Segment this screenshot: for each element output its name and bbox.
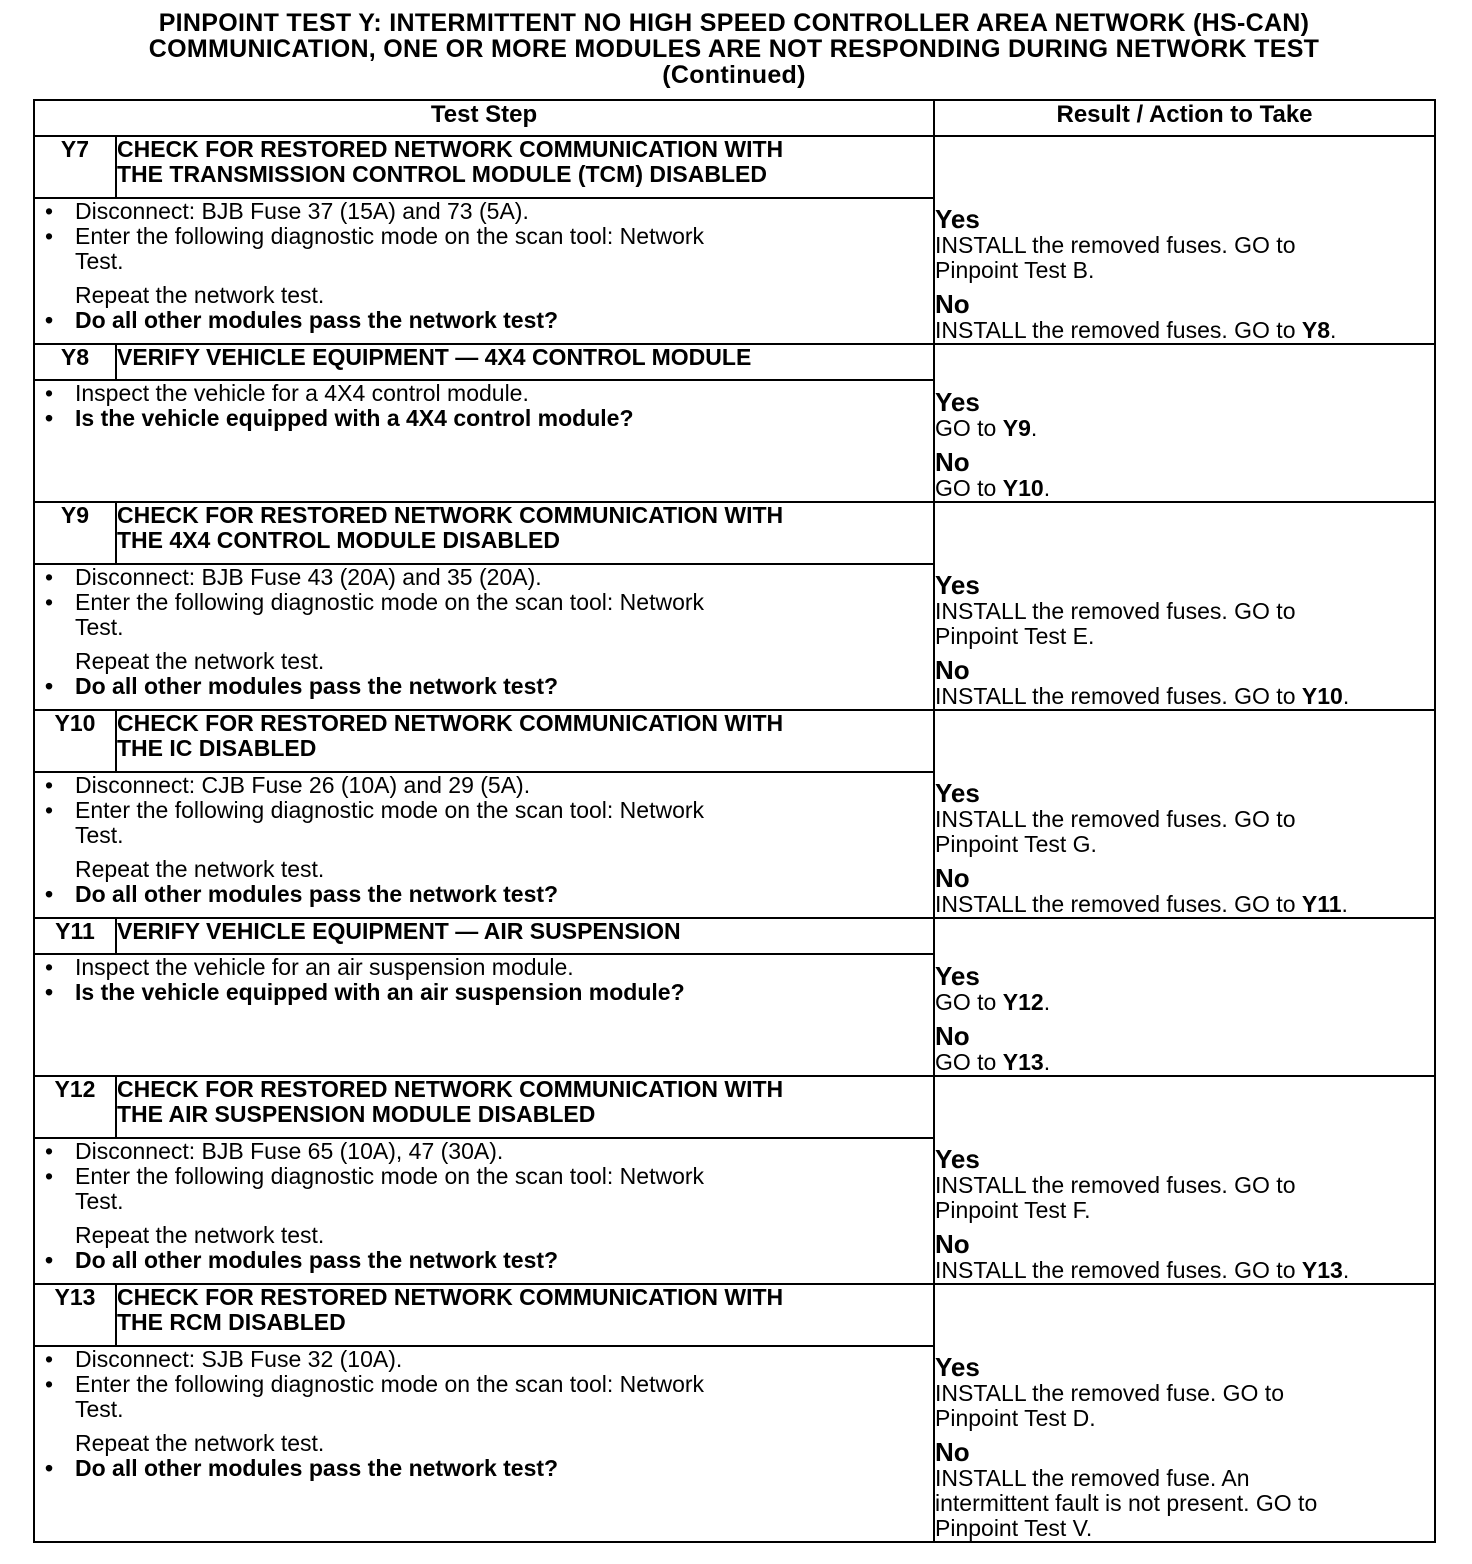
- step-title: [116, 918, 934, 954]
- yes-action: [935, 599, 1434, 649]
- step-id: Y12: [34, 1076, 116, 1138]
- step-id: Y13: [34, 1284, 116, 1346]
- bullet-item: • Inspect the vehicle for an air suspension module.: [35, 955, 933, 980]
- action-line: INSTALL the removed fuses. GO to: [935, 1172, 1296, 1198]
- page-title: [34, 10, 1434, 88]
- step-result: [934, 1076, 1435, 1284]
- no-action: [935, 892, 1434, 917]
- action-tail: .: [1330, 317, 1337, 343]
- step-body: [34, 1346, 934, 1542]
- no-label: No: [935, 863, 970, 893]
- no-action: [935, 1258, 1434, 1283]
- step-question: • Is the vehicle equipped with an air suspension module?: [35, 980, 933, 1005]
- no-label: No: [935, 655, 970, 685]
- bullet-continuation: Test.: [75, 1188, 124, 1214]
- no-action: [935, 1050, 1434, 1075]
- title-line-3: (Continued): [662, 61, 806, 89]
- step-reference: Y8: [1301, 317, 1331, 343]
- step-title-row: [34, 710, 1435, 772]
- step-body: [34, 772, 934, 918]
- action-text: INSTALL the removed fuses. GO to: [935, 317, 1302, 343]
- step-title-row: [34, 344, 1435, 380]
- action-tail: .: [1043, 989, 1051, 1015]
- action-tail: .: [1342, 683, 1350, 709]
- yes-label: Yes: [935, 570, 980, 600]
- bullet-item: • Enter the following diagnostic mode on the scan tool: Network: [35, 1164, 933, 1189]
- yes-label: Yes: [935, 961, 980, 991]
- action-text: GO to: [935, 475, 1003, 501]
- step-question: • Do all other modules pass the network test?: [35, 1456, 933, 1481]
- bullet-item: • Enter the following diagnostic mode on the scan tool: Network: [35, 798, 933, 823]
- bullet-continuation: Test.: [75, 248, 124, 274]
- step-id: Y9: [34, 502, 116, 564]
- step-body: [34, 380, 934, 502]
- step-title-line: THE RCM DISABLED: [117, 1309, 346, 1335]
- repeat-instruction: Repeat the network test.: [75, 648, 325, 674]
- step-result: [934, 502, 1435, 710]
- step-title: [116, 1076, 934, 1138]
- yes-action: [935, 416, 1434, 441]
- step-reference: Y13: [1301, 1257, 1343, 1283]
- yes-action: [935, 1173, 1434, 1223]
- title-line-2: COMMUNICATION, ONE OR MORE MODULES ARE NOT RESPONDING DURING NETWORK TEST: [148, 35, 1320, 63]
- action-text: GO to: [935, 415, 1003, 441]
- step-title-row: [34, 1076, 1435, 1138]
- step-title-line: CHECK FOR RESTORED NETWORK COMMUNICATION WITH: [117, 136, 784, 162]
- action-line: Pinpoint Test G.: [935, 831, 1097, 857]
- step-reference: Y12: [1002, 989, 1044, 1015]
- step-title-row: [34, 918, 1435, 954]
- table-header-row: [34, 100, 1435, 136]
- step-question: • Do all other modules pass the network test?: [35, 882, 933, 907]
- step-body: [34, 198, 934, 344]
- action-tail: .: [1043, 475, 1051, 501]
- action-text: GO to: [935, 989, 1003, 1015]
- bullet-item: • Disconnect: BJB Fuse 43 (20A) and 35 (20A).: [35, 565, 933, 590]
- bullet-continuation: Test.: [75, 614, 124, 640]
- step-result: [934, 344, 1435, 502]
- bullet-item: • Inspect the vehicle for a 4X4 control module.: [35, 381, 933, 406]
- step-id: Y7: [34, 136, 116, 198]
- step-title-row: [34, 502, 1435, 564]
- action-line: Pinpoint Test E.: [935, 623, 1095, 649]
- yes-action: [935, 1381, 1434, 1431]
- step-title-line: CHECK FOR RESTORED NETWORK COMMUNICATION WITH: [117, 710, 784, 736]
- no-label: No: [935, 1229, 970, 1259]
- step-question: • Do all other modules pass the network test?: [35, 308, 933, 333]
- step-result: [934, 1284, 1435, 1542]
- step-reference: Y13: [1002, 1049, 1044, 1075]
- step-title-line: CHECK FOR RESTORED NETWORK COMMUNICATION WITH: [117, 1284, 784, 1310]
- action-text: GO to: [935, 1049, 1003, 1075]
- bullet-item: • Disconnect: CJB Fuse 26 (10A) and 29 (5A).: [35, 773, 933, 798]
- yes-label: Yes: [935, 204, 980, 234]
- bullet-item: • Enter the following diagnostic mode on the scan tool: Network: [35, 590, 933, 615]
- action-line: INSTALL the removed fuse. An: [935, 1465, 1250, 1491]
- action-line: INSTALL the removed fuses. GO to: [935, 232, 1296, 258]
- bullet-continuation: Test.: [75, 822, 124, 848]
- bullet-item: • Disconnect: BJB Fuse 65 (10A), 47 (30A).: [35, 1139, 933, 1164]
- action-line: INSTALL the removed fuse. GO to: [935, 1380, 1284, 1406]
- no-label: No: [935, 447, 970, 477]
- yes-label: Yes: [935, 387, 980, 417]
- header-test-step: Test Step: [34, 100, 934, 136]
- step-question: • Do all other modules pass the network test?: [35, 1248, 933, 1273]
- step-title: [116, 136, 934, 198]
- step-title: [116, 710, 934, 772]
- step-title-row: [34, 136, 1435, 198]
- repeat-instruction: Repeat the network test.: [75, 282, 325, 308]
- step-title-line: CHECK FOR RESTORED NETWORK COMMUNICATION WITH: [117, 1076, 784, 1102]
- step-body: [34, 1138, 934, 1284]
- step-id: Y8: [34, 344, 116, 380]
- action-text: INSTALL the removed fuses. GO to: [935, 1257, 1302, 1283]
- no-action: [935, 1466, 1434, 1541]
- repeat-instruction: Repeat the network test.: [75, 1430, 325, 1456]
- step-result: [934, 710, 1435, 918]
- no-label: No: [935, 1021, 970, 1051]
- step-body: [34, 564, 934, 710]
- step-title: [116, 344, 934, 380]
- repeat-instruction: Repeat the network test.: [75, 1222, 325, 1248]
- title-line-1: PINPOINT TEST Y: INTERMITTENT NO HIGH SPEED CONTROLLER AREA NETWORK (HS-CAN): [158, 9, 1310, 37]
- action-tail: .: [1342, 1257, 1350, 1283]
- yes-label: Yes: [935, 778, 980, 808]
- yes-label: Yes: [935, 1352, 980, 1382]
- step-title: [116, 1284, 934, 1346]
- pinpoint-test-table: [33, 99, 1436, 1543]
- step-question: • Do all other modules pass the network test?: [35, 674, 933, 699]
- step-title-line: THE IC DISABLED: [117, 735, 317, 761]
- step-body: [34, 954, 934, 1076]
- no-action: [935, 318, 1434, 343]
- bullet-item: • Disconnect: BJB Fuse 37 (15A) and 73 (5A).: [35, 199, 933, 224]
- bullet-item: • Enter the following diagnostic mode on the scan tool: Network: [35, 1372, 933, 1397]
- step-question: • Is the vehicle equipped with a 4X4 control module?: [35, 406, 933, 431]
- bullet-item: • Disconnect: SJB Fuse 32 (10A).: [35, 1347, 933, 1372]
- step-title-line: VERIFY VEHICLE EQUIPMENT — 4X4 CONTROL MODULE: [117, 344, 752, 370]
- step-reference: Y9: [1002, 415, 1031, 441]
- action-line: intermittent fault is not present. GO to: [935, 1490, 1318, 1516]
- action-line: Pinpoint Test V.: [935, 1515, 1093, 1541]
- step-reference: Y11: [1301, 891, 1342, 917]
- no-action: [935, 684, 1434, 709]
- action-tail: .: [1043, 1049, 1051, 1075]
- step-title-line: THE TRANSMISSION CONTROL MODULE (TCM) DISABLED: [117, 161, 767, 187]
- bullet-continuation: Test.: [75, 1396, 124, 1422]
- action-line: INSTALL the removed fuses. GO to: [935, 806, 1296, 832]
- yes-action: [935, 233, 1434, 283]
- action-line: Pinpoint Test B.: [935, 257, 1095, 283]
- step-reference: Y10: [1301, 683, 1343, 709]
- step-title-line: VERIFY VEHICLE EQUIPMENT — AIR SUSPENSION: [117, 918, 681, 944]
- no-action: [935, 476, 1434, 501]
- yes-action: [935, 807, 1434, 857]
- action-text: INSTALL the removed fuses. GO to: [935, 891, 1302, 917]
- step-id: Y10: [34, 710, 116, 772]
- action-tail: .: [1341, 891, 1348, 917]
- step-title-line: THE AIR SUSPENSION MODULE DISABLED: [117, 1101, 596, 1127]
- action-text: INSTALL the removed fuses. GO to: [935, 683, 1302, 709]
- step-reference: Y10: [1002, 475, 1044, 501]
- step-result: [934, 136, 1435, 344]
- action-line: Pinpoint Test D.: [935, 1405, 1096, 1431]
- no-label: No: [935, 289, 970, 319]
- header-result: Result / Action to Take: [934, 100, 1435, 136]
- step-result: [934, 918, 1435, 1076]
- action-line: INSTALL the removed fuses. GO to: [935, 598, 1296, 624]
- step-title-line: CHECK FOR RESTORED NETWORK COMMUNICATION WITH: [117, 502, 784, 528]
- action-tail: .: [1030, 415, 1038, 441]
- step-id: Y11: [34, 918, 116, 954]
- yes-action: [935, 990, 1434, 1015]
- repeat-instruction: Repeat the network test.: [75, 856, 325, 882]
- bullet-item: • Enter the following diagnostic mode on the scan tool: Network: [35, 224, 933, 249]
- no-label: No: [935, 1437, 970, 1467]
- action-line: Pinpoint Test F.: [935, 1197, 1091, 1223]
- step-title: [116, 502, 934, 564]
- step-title-line: THE 4X4 CONTROL MODULE DISABLED: [117, 527, 560, 553]
- step-title-row: [34, 1284, 1435, 1346]
- yes-label: Yes: [935, 1144, 980, 1174]
